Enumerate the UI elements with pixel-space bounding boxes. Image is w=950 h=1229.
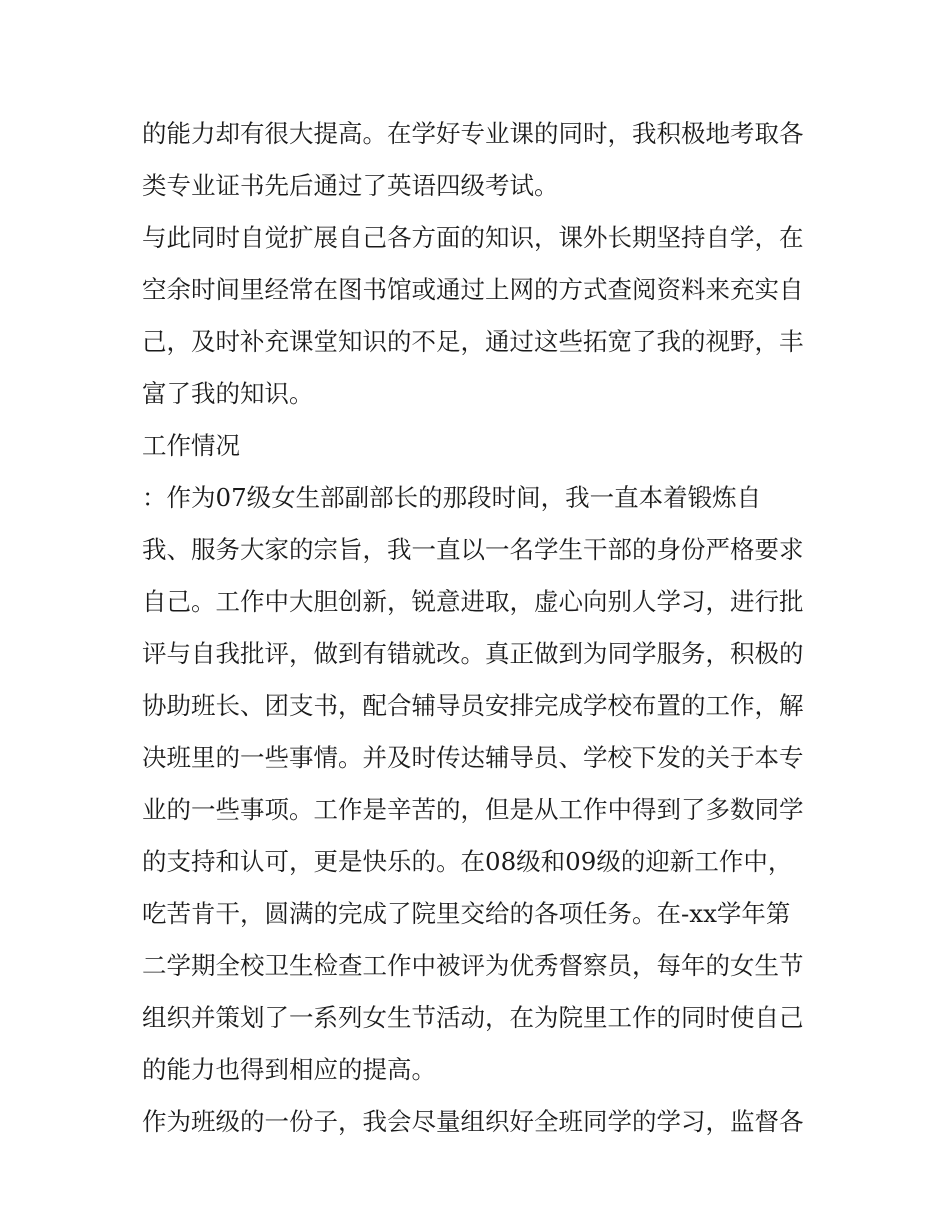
text-line: 的能力也得到相应的提高。	[142, 1055, 436, 1084]
text-line: 决班里的一些事情。并及时传达辅导员、学校下发的关于本专	[142, 743, 804, 772]
text-line: 富了我的知识。	[142, 379, 314, 408]
body-text	[142, 108, 822, 1148]
text-line: 作为班级的一份子，我会尽量组织好全班同学的学习，监督各	[142, 1107, 804, 1136]
text-line: 类专业证书先后通过了英语四级考试。	[142, 171, 559, 200]
text-line: 协助班长、团支书，配合辅导员安排完成学校布置的工作，解	[142, 691, 804, 720]
text-line: 评与自我批评，做到有错就改。真正做到为同学服务，积极的	[142, 639, 804, 668]
section-heading: 工作情况	[142, 431, 240, 460]
text-line: ：作为07级女生部副部长的那段时间，我一直本着锻炼自	[142, 483, 762, 512]
text-line: 的能力却有很大提高。在学好专业课的同时，我积极地考取各	[142, 119, 804, 148]
text-line: 空余时间里经常在图书馆或通过上网的方式查阅资料来充实自	[142, 275, 804, 304]
text-line: 业的一些事项。工作是辛苦的，但是从工作中得到了多数同学	[142, 795, 804, 824]
text-line: 自己。工作中大胆创新，锐意进取，虚心向别人学习，进行批	[142, 587, 804, 616]
text-line: 的支持和认可，更是快乐的。在08级和09级的迎新工作中，	[142, 847, 793, 876]
text-line: 组织并策划了一系列女生节活动，在为院里工作的同时使自己	[142, 1003, 804, 1032]
text-line: 二学期全校卫生检查工作中被评为优秀督察员，每年的女生节	[142, 951, 804, 980]
text-line: 与此同时自觉扩展自己各方面的知识，课外长期坚持自学，在	[142, 223, 804, 252]
text-line: 我、服务大家的宗旨，我一直以一名学生干部的身份严格要求	[142, 535, 804, 564]
text-line: 己，及时补充课堂知识的不足，通过这些拓宽了我的视野，丰	[142, 327, 804, 356]
text-line: 吃苦肯干，圆满的完成了院里交给的各项任务。在-xx学年第	[142, 899, 791, 928]
